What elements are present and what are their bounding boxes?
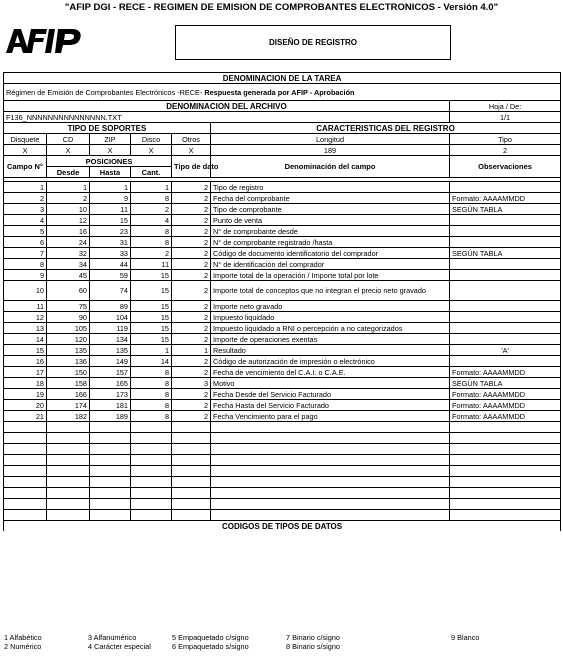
- empty-cell: [131, 488, 172, 499]
- field-observation: SEGÚN TABLA: [450, 248, 561, 259]
- supports-heading: TIPO DE SOPORTES: [4, 123, 211, 134]
- empty-cell: [450, 477, 561, 488]
- pos-hasta: 11: [90, 204, 131, 215]
- table-row: [4, 281, 561, 301]
- campo-number: 3: [4, 204, 47, 215]
- field-observation: Formato: AAAAMMDD: [450, 367, 561, 378]
- campo-number: 1: [4, 182, 47, 193]
- support-value-cd: X: [47, 145, 90, 156]
- pos-hasta: 134: [90, 334, 131, 345]
- pos-cant: 14: [131, 356, 172, 367]
- empty-cell: [131, 422, 172, 433]
- empty-cell: [211, 444, 450, 455]
- empty-row: [4, 433, 561, 444]
- empty-cell: [131, 455, 172, 466]
- field-name: Fecha Desde del Servicio Facturado: [211, 389, 450, 400]
- table-row: [4, 323, 561, 334]
- task-heading: DENOMINACION DE LA TAREA: [4, 73, 561, 84]
- pos-cant: 2: [131, 204, 172, 215]
- empty-cell: [90, 444, 131, 455]
- table-row: [4, 312, 561, 323]
- support-value-disco: X: [131, 145, 172, 156]
- empty-cell: [90, 488, 131, 499]
- empty-cell: [172, 422, 211, 433]
- empty-cell: [131, 444, 172, 455]
- empty-cell: [211, 510, 450, 521]
- empty-row: [4, 444, 561, 455]
- data-type: 2: [172, 356, 211, 367]
- field-observation: [450, 323, 561, 334]
- field-name: Importe total de la operación / Importe total por lote: [211, 270, 450, 281]
- pos-cant: 15: [131, 301, 172, 312]
- empty-cell: [47, 455, 90, 466]
- field-name: Tipo de registro: [211, 182, 450, 193]
- field-observation: [450, 301, 561, 312]
- field-name: Punto de venta: [211, 215, 450, 226]
- field-observation: [450, 182, 561, 193]
- field-name: Fecha Vencimiento para el pago: [211, 411, 450, 422]
- afip-logo: [4, 29, 86, 53]
- empty-cell: [450, 444, 561, 455]
- empty-cell: [4, 499, 47, 510]
- data-type: 2: [172, 323, 211, 334]
- code-item: 5 Empaquetado c/signo: [172, 633, 249, 642]
- empty-cell: [450, 433, 561, 444]
- field-name: Tipo de comprobante: [211, 204, 450, 215]
- pos-hasta: 189: [90, 411, 131, 422]
- data-type: 1: [172, 345, 211, 356]
- pos-desde: 16: [47, 226, 90, 237]
- empty-cell: [211, 466, 450, 477]
- empty-cell: [450, 510, 561, 521]
- data-type: 2: [172, 400, 211, 411]
- empty-row: [4, 422, 561, 433]
- pos-hasta: 89: [90, 301, 131, 312]
- pos-desde: 135: [47, 345, 90, 356]
- pos-cant: 8: [131, 400, 172, 411]
- empty-cell: [90, 466, 131, 477]
- codes-row-2: [3, 642, 560, 651]
- empty-cell: [4, 488, 47, 499]
- empty-cell: [47, 466, 90, 477]
- empty-cell: [4, 510, 47, 521]
- field-name: Fecha Hasta del Servicio Facturado: [211, 400, 450, 411]
- table-row: [4, 356, 561, 367]
- data-type: 2: [172, 312, 211, 323]
- file-heading: DENOMINACION DEL ARCHIVO: [4, 101, 450, 112]
- data-type: 2: [172, 237, 211, 248]
- data-type: 2: [172, 270, 211, 281]
- empty-row: [4, 499, 561, 510]
- code-item: 6 Empaquetado s/signo: [172, 642, 249, 651]
- empty-row: [4, 466, 561, 477]
- field-name: N° de comprobante registrado /hasta: [211, 237, 450, 248]
- support-value-otros: X: [172, 145, 211, 156]
- empty-cell: [90, 422, 131, 433]
- code-item: 7 Binario c/signo: [286, 633, 340, 642]
- pos-desde: 150: [47, 367, 90, 378]
- pos-cant: 11: [131, 259, 172, 270]
- campo-number: 17: [4, 367, 47, 378]
- table-row: [4, 226, 561, 237]
- pos-desde: 2: [47, 193, 90, 204]
- empty-cell: [131, 433, 172, 444]
- col-observaciones: Observaciones: [450, 156, 561, 178]
- empty-cell: [450, 466, 561, 477]
- pos-hasta: 149: [90, 356, 131, 367]
- pos-hasta: 119: [90, 323, 131, 334]
- field-observation: [450, 312, 561, 323]
- empty-cell: [131, 477, 172, 488]
- field-name: Código de documento identificatorio del comprador: [211, 248, 450, 259]
- empty-cell: [172, 466, 211, 477]
- campo-number: 21: [4, 411, 47, 422]
- pos-desde: 24: [47, 237, 90, 248]
- campo-number: 7: [4, 248, 47, 259]
- field-observation: Formato: AAAAMMDD: [450, 389, 561, 400]
- field-observation: SEGÚN TABLA: [450, 378, 561, 389]
- data-type: 2: [172, 367, 211, 378]
- field-name: Resultado: [211, 345, 450, 356]
- campo-number: 8: [4, 259, 47, 270]
- empty-cell: [4, 433, 47, 444]
- table-row: [4, 193, 561, 204]
- characteristics-heading: CARACTERISTICAS DEL REGISTRO: [211, 123, 561, 134]
- empty-cell: [211, 499, 450, 510]
- pos-desde: 12: [47, 215, 90, 226]
- field-name: Importe de operaciones exentas: [211, 334, 450, 345]
- empty-cell: [131, 510, 172, 521]
- pos-desde: 32: [47, 248, 90, 259]
- empty-cell: [172, 444, 211, 455]
- campo-number: 16: [4, 356, 47, 367]
- empty-cell: [172, 433, 211, 444]
- data-type: 2: [172, 411, 211, 422]
- empty-cell: [131, 466, 172, 477]
- file-name: F136_NNNNNNNNNNNNNNN.TXT: [4, 112, 450, 123]
- field-observation: [450, 356, 561, 367]
- pos-hasta: 59: [90, 270, 131, 281]
- empty-cell: [47, 499, 90, 510]
- data-type: 2: [172, 182, 211, 193]
- type-label: Tipo: [450, 134, 561, 145]
- campo-number: 2: [4, 193, 47, 204]
- pos-cant: 8: [131, 193, 172, 204]
- field-observation: Formato: AAAAMMDD: [450, 411, 561, 422]
- empty-cell: [172, 510, 211, 521]
- code-item: 1 Alfabético: [4, 633, 42, 642]
- data-type: 2: [172, 248, 211, 259]
- empty-cell: [211, 477, 450, 488]
- data-type: 2: [172, 301, 211, 312]
- campo-number: 11: [4, 301, 47, 312]
- empty-cell: [172, 488, 211, 499]
- pos-cant: 15: [131, 334, 172, 345]
- col-posiciones: POSICIONES: [47, 156, 172, 167]
- empty-cell: [211, 455, 450, 466]
- table-row: [4, 270, 561, 281]
- empty-cell: [47, 488, 90, 499]
- pos-hasta: 33: [90, 248, 131, 259]
- length-value: 189: [211, 145, 450, 156]
- campo-number: 13: [4, 323, 47, 334]
- pos-cant: 15: [131, 281, 172, 301]
- campo-number: 5: [4, 226, 47, 237]
- empty-cell: [47, 433, 90, 444]
- field-name: N° de identificación del comprador: [211, 259, 450, 270]
- field-name: Motivo: [211, 378, 450, 389]
- empty-cell: [47, 422, 90, 433]
- field-observation: [450, 215, 561, 226]
- field-observation: [450, 259, 561, 270]
- field-name: Impuesto liquidado: [211, 312, 450, 323]
- code-item: 9 Blanco: [451, 633, 480, 642]
- table-row: [4, 182, 561, 193]
- pos-cant: 1: [131, 182, 172, 193]
- data-type: 2: [172, 259, 211, 270]
- pos-cant: 8: [131, 389, 172, 400]
- col-hasta: Hasta: [90, 167, 131, 178]
- support-value-disquete: X: [4, 145, 47, 156]
- col-cant: Cant.: [131, 167, 172, 178]
- field-name: Importe neto gravado: [211, 301, 450, 312]
- empty-cell: [47, 444, 90, 455]
- table-row: [4, 248, 561, 259]
- data-type: 3: [172, 378, 211, 389]
- codes-heading: CODIGOS DE TIPOS DE DATOS: [4, 521, 561, 532]
- field-observation: [450, 281, 561, 301]
- empty-row: [4, 510, 561, 521]
- pos-hasta: 157: [90, 367, 131, 378]
- pos-hasta: 135: [90, 345, 131, 356]
- pos-cant: 2: [131, 248, 172, 259]
- pos-cant: 8: [131, 411, 172, 422]
- empty-cell: [4, 477, 47, 488]
- field-name: Fecha del comprobante: [211, 193, 450, 204]
- table-row: [4, 400, 561, 411]
- support-label-disquete: Disquete: [4, 134, 47, 145]
- empty-cell: [450, 422, 561, 433]
- col-campo: Campo N°: [4, 156, 47, 178]
- pos-cant: 15: [131, 323, 172, 334]
- field-observation: [450, 226, 561, 237]
- data-type-codes: [3, 633, 560, 651]
- pos-cant: 8: [131, 367, 172, 378]
- empty-row: [4, 477, 561, 488]
- pos-desde: 120: [47, 334, 90, 345]
- empty-cell: [172, 499, 211, 510]
- empty-cell: [4, 444, 47, 455]
- campo-number: 18: [4, 378, 47, 389]
- page-value: 1/1: [450, 112, 561, 123]
- task-description: Régimen de Emisión de Comprobantes Electrónicos -RECE- Respuesta generada por AFIP - Aprobación: [4, 84, 561, 101]
- campo-number: 10: [4, 281, 47, 301]
- empty-cell: [4, 422, 47, 433]
- field-observation: Formato: AAAAMMDD: [450, 193, 561, 204]
- pos-desde: 166: [47, 389, 90, 400]
- campo-number: 20: [4, 400, 47, 411]
- field-name: Impuesto liquidado a RNI o percepción a no categorizados: [211, 323, 450, 334]
- pos-desde: 90: [47, 312, 90, 323]
- table-row: [4, 204, 561, 215]
- empty-cell: [131, 499, 172, 510]
- field-observation: 'A': [450, 345, 561, 356]
- length-label: Longitud: [211, 134, 450, 145]
- empty-cell: [47, 477, 90, 488]
- support-label-disco: Disco: [131, 134, 172, 145]
- table-row: [4, 345, 561, 356]
- code-item: 4 Carácter especial: [88, 642, 151, 651]
- pos-desde: 45: [47, 270, 90, 281]
- col-desde: Desde: [47, 167, 90, 178]
- field-name: Fecha de vencimiento del C.A.I. o C.A.E.: [211, 367, 450, 378]
- pos-desde: 105: [47, 323, 90, 334]
- register-design-table: [3, 72, 561, 531]
- table-row: [4, 389, 561, 400]
- pos-hasta: 9: [90, 193, 131, 204]
- campo-number: 4: [4, 215, 47, 226]
- pos-cant: 15: [131, 270, 172, 281]
- code-item: 3 Alfanumérico: [88, 633, 137, 642]
- design-label: DISEÑO DE REGISTRO: [175, 25, 451, 60]
- pos-desde: 1: [47, 182, 90, 193]
- pos-desde: 174: [47, 400, 90, 411]
- data-type: 2: [172, 204, 211, 215]
- pos-hasta: 31: [90, 237, 131, 248]
- empty-cell: [90, 455, 131, 466]
- table-row: [4, 259, 561, 270]
- pos-cant: 15: [131, 312, 172, 323]
- pos-hasta: 15: [90, 215, 131, 226]
- empty-cell: [172, 477, 211, 488]
- field-observation: SEGÚN TABLA: [450, 204, 561, 215]
- table-row: [4, 215, 561, 226]
- empty-cell: [4, 466, 47, 477]
- support-label-zip: ZIP: [90, 134, 131, 145]
- pos-desde: 34: [47, 259, 90, 270]
- pos-desde: 75: [47, 301, 90, 312]
- data-type: 2: [172, 226, 211, 237]
- type-value: 2: [450, 145, 561, 156]
- data-type: 2: [172, 281, 211, 301]
- support-label-otros: Otros: [172, 134, 211, 145]
- data-type: 2: [172, 215, 211, 226]
- table-row: [4, 378, 561, 389]
- empty-cell: [90, 477, 131, 488]
- empty-cell: [211, 422, 450, 433]
- empty-cell: [90, 499, 131, 510]
- campo-number: 6: [4, 237, 47, 248]
- pos-desde: 10: [47, 204, 90, 215]
- pos-hasta: 165: [90, 378, 131, 389]
- pos-desde: 182: [47, 411, 90, 422]
- empty-cell: [450, 499, 561, 510]
- campo-number: 9: [4, 270, 47, 281]
- empty-cell: [90, 433, 131, 444]
- empty-row: [4, 455, 561, 466]
- empty-cell: [172, 455, 211, 466]
- col-denominacion: Denominación del campo: [211, 156, 450, 178]
- pos-desde: 60: [47, 281, 90, 301]
- table-row: [4, 334, 561, 345]
- support-value-zip: X: [90, 145, 131, 156]
- pos-hasta: 74: [90, 281, 131, 301]
- pos-cant: 8: [131, 237, 172, 248]
- empty-cell: [450, 455, 561, 466]
- codes-row-1: [3, 633, 560, 642]
- campo-number: 19: [4, 389, 47, 400]
- pos-hasta: 23: [90, 226, 131, 237]
- table-row: [4, 237, 561, 248]
- pos-hasta: 181: [90, 400, 131, 411]
- field-name: Importe total de conceptos que no integran el precio neto gravado: [211, 281, 450, 301]
- col-tipo: Tipo de dato: [172, 156, 211, 178]
- code-item: 8 Binario s/signo: [286, 642, 340, 651]
- pos-hasta: 44: [90, 259, 131, 270]
- empty-cell: [4, 455, 47, 466]
- campo-number: 12: [4, 312, 47, 323]
- empty-cell: [211, 433, 450, 444]
- pos-cant: 8: [131, 378, 172, 389]
- document-title: "AFIP DGI - RECE - REGIMEN DE EMISION DE COMPROBANTES ELECTRONICOS - Versión 4.0": [64, 2, 499, 13]
- pos-cant: 8: [131, 226, 172, 237]
- data-type: 2: [172, 389, 211, 400]
- pos-hasta: 173: [90, 389, 131, 400]
- pos-cant: 4: [131, 215, 172, 226]
- empty-cell: [211, 488, 450, 499]
- campo-number: 14: [4, 334, 47, 345]
- field-observation: [450, 237, 561, 248]
- code-item: 2 Numérico: [4, 642, 42, 651]
- support-label-cd: CD: [47, 134, 90, 145]
- page-label: Hoja / De:: [450, 101, 561, 112]
- field-name: Código de autorización de impresión o electrónico: [211, 356, 450, 367]
- field-name: N° de comprobante desde: [211, 226, 450, 237]
- table-row: [4, 411, 561, 422]
- field-observation: [450, 270, 561, 281]
- pos-desde: 136: [47, 356, 90, 367]
- pos-desde: 158: [47, 378, 90, 389]
- field-observation: [450, 334, 561, 345]
- data-type: 2: [172, 193, 211, 204]
- empty-cell: [450, 488, 561, 499]
- campo-number: 15: [4, 345, 47, 356]
- pos-cant: 1: [131, 345, 172, 356]
- empty-row: [4, 488, 561, 499]
- empty-cell: [90, 510, 131, 521]
- data-type: 2: [172, 334, 211, 345]
- table-row: [4, 367, 561, 378]
- field-observation: Formato: AAAAMMDD: [450, 400, 561, 411]
- empty-cell: [47, 510, 90, 521]
- pos-hasta: 104: [90, 312, 131, 323]
- pos-hasta: 1: [90, 182, 131, 193]
- table-row: [4, 301, 561, 312]
